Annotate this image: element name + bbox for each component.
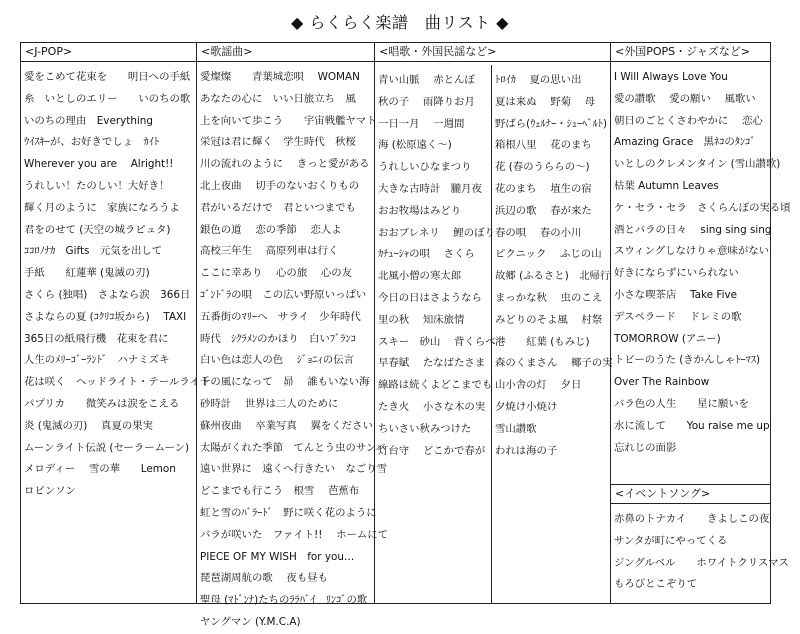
song-entry: われは海の子	[495, 444, 558, 457]
song-entry: ｺﾞﾝﾄﾞﾗの唄 この広い野原いっぱい	[200, 288, 367, 301]
song-entry: 北上夜曲 切手のないおくりもの	[200, 179, 360, 192]
song-entry: 故郷 (ふるさと) 北帰行	[495, 270, 611, 283]
song-entry: ロビンソン	[24, 485, 76, 498]
song-entry: 夕焼け小焼け	[495, 400, 558, 413]
song-entry: あなたの心に いい日旅立ち 風	[200, 92, 356, 105]
song-entry: 好きにならずにいられない	[614, 267, 739, 280]
song-entry: 琵琶湖周航の歌 夜も昼も	[200, 572, 328, 585]
song-entry: 今日の日はさようなら	[378, 291, 482, 304]
song-entry: 酒とバラの日々 sing sing sing	[614, 223, 772, 236]
song-entry: 高校三年生 高原列車は行く	[200, 245, 339, 258]
song-entry: 聖母 (ﾏﾄﾞﾝﾅ)たちのﾗﾗﾊﾞｲ ﾘﾝｺﾞの歌	[200, 594, 368, 607]
song-entry: スキー 砂山 背くらべ	[378, 335, 496, 348]
song-entry: さくら (独唱) さよなら涙 366日	[24, 288, 191, 301]
song-entry: PIECE OF MY WISH for you…	[200, 550, 355, 563]
event-header: <イベントソング>	[611, 485, 770, 504]
song-entry: 早春賦 たなばたさま	[378, 357, 486, 370]
kayokyoku-column	[196, 43, 389, 628]
jpop-header: <J-POP>	[21, 43, 196, 62]
foreign-column	[610, 43, 791, 603]
song-entry: ケ・セラ・セラ さくらんぼの実る頃	[614, 201, 791, 214]
shoka-header: <唱歌・外国民謡など>	[375, 43, 611, 62]
song-entry: ｳｲｽｷｰが、お好きでしょ ｶｲﾄ	[24, 136, 160, 149]
song-entry: いとしのクレメンタイン (雪山讃歌)	[614, 158, 781, 171]
song-entry: 君がいるだけで 君といつまでも	[200, 201, 356, 214]
song-entry: I Will Always Love You	[614, 71, 728, 83]
song-entry: 糸 いとしのエリー いのちの歌	[24, 92, 191, 105]
song-entry: ﾄﾛｲｶ 夏の思い出	[495, 74, 582, 86]
song-entry: 北風小僧の寒太郎	[378, 270, 462, 283]
song-entry: 浜辺の歌 春が来た	[495, 204, 592, 217]
song-entry: 夏は来ぬ 野菊 母	[495, 95, 596, 108]
song-entry: Amazing Grace 黒ﾈｺのﾀﾝｺﾞ	[614, 136, 756, 149]
song-entry: バラが咲いた ファイト!! ホームにて	[200, 528, 389, 541]
song-entry: 里の秋 知床旅情	[378, 313, 465, 326]
song-entry: 枯葉 Autumn Leaves	[614, 179, 719, 192]
shoka-left-list	[375, 65, 496, 462]
song-entry: 五番街のﾏﾘｰへ サライ 少年時代	[200, 310, 361, 323]
song-entry: 山小舎の灯 夕日	[495, 379, 582, 392]
jpop-column	[21, 43, 211, 603]
song-entry: おお牧場はみどり	[378, 204, 462, 217]
song-entry: 一日一月 一週間	[378, 117, 465, 130]
song-entry: 虹と雪のﾊﾞﾗｰﾄﾞ 野に咲く花のように	[200, 506, 377, 519]
song-entry: まっかな秋 虫のこえ	[495, 291, 603, 304]
song-entry: 秋の子 雨降りお月	[378, 95, 475, 108]
song-entry: 小さな喫茶店 Take Five	[614, 288, 738, 301]
foreign-list	[611, 62, 791, 459]
shoka-left-subcolumn	[375, 65, 496, 603]
song-entry: 花のまち 埴生の宿	[495, 182, 592, 195]
song-entry: 青い山脈 赤とんぼ	[378, 74, 475, 86]
shoka-column	[374, 43, 611, 603]
song-entry: 千の風になって 昴 誰もいない海	[200, 376, 370, 389]
song-entry: サンタが町にやってくる	[614, 534, 728, 547]
song-entry: うれしいひなまつり	[378, 161, 472, 174]
song-entry: どこまでも行こう 根雪 芭蕉布	[200, 485, 360, 498]
song-entry: 手紙 紅蓮華 (鬼滅の刃)	[24, 267, 150, 280]
song-entry: バラ色の人生 星に願いを	[614, 397, 750, 410]
song-entry: ムーンライト伝説 (セーラームーン)	[24, 441, 190, 454]
song-entry: 365日の紙飛行機 花束を君に	[24, 332, 169, 345]
song-entry: ジングルベル ホワイトクリスマス	[614, 556, 789, 569]
event-section	[611, 484, 789, 603]
song-entry: パプリカ 微笑みは涙をこえる	[24, 397, 180, 410]
song-entry: 赤鼻のトナカイ きよしこの夜	[614, 513, 770, 525]
song-entry: 銀色の道 恋の季節 恋人よ	[200, 223, 342, 236]
song-entry: 愛をこめて花束を 明日への手紙	[24, 71, 191, 83]
song-entry: ｺｺﾛﾉﾅｶ Gifts 元気を出して	[24, 245, 163, 258]
song-entry: 線路は続くよどこまでも	[378, 379, 493, 392]
song-entry: いのちの理由 Everything	[24, 114, 153, 127]
song-entry: ピクニック ふじの山	[495, 248, 602, 261]
song-entry: メロディー 雪の華 Lemon	[24, 463, 176, 476]
song-entry: TOMORROW (アニー)	[614, 332, 721, 345]
song-entry: 水に流して You raise me up	[614, 419, 770, 432]
page-title: ◆ らくらく楽譜 曲リスト ◆	[291, 13, 509, 32]
song-entry: たき火 小さな木の実	[378, 400, 486, 413]
song-entry: 海 (松原遠く～)	[378, 139, 452, 152]
song-entry: 輝く月のように 家族になろうよ	[24, 201, 180, 214]
song-entry: 港 紅葉 (もみじ)	[495, 335, 590, 348]
song-entry: 太陽がくれた季節 てんとう虫のサンバ	[200, 441, 386, 454]
song-entry: ここに幸あり 心の旅 心の友	[200, 267, 353, 280]
song-entry: 君をのせて (天空の城ラピュタ)	[24, 223, 171, 236]
song-entry: 春の唄 春の小川	[495, 226, 582, 239]
song-list-table	[20, 42, 791, 628]
song-entry: 栄冠は君に輝く 学生時代 秋桜	[200, 136, 356, 149]
kayokyoku-header: <歌謡曲>	[197, 43, 375, 62]
song-entry: みどりのそよ風 村祭	[495, 313, 603, 326]
song-entry: 大きな古時計 朧月夜	[378, 182, 482, 195]
shoka-right-subcolumn	[491, 65, 612, 603]
song-entry: 人生のﾒﾘｰｺﾞｰﾗﾝﾄﾞ ハナミズキ	[24, 354, 170, 367]
song-entry: 忘れじの面影	[614, 441, 677, 454]
song-entry: もろびとこぞりて	[614, 578, 698, 591]
song-entry: Wherever you are Alright!!	[24, 158, 174, 171]
song-entry: 花 (春のうららの～)	[495, 161, 590, 174]
foreign-header: <外国POPS・ジャズなど>	[611, 43, 770, 62]
song-entry: ちいさい秋みつけた	[378, 422, 472, 435]
song-entry: トビーのうた (きかんしゃﾄｰﾏｽ)	[614, 354, 761, 367]
song-entry: 砂時計 世界は二人のために	[200, 397, 339, 410]
song-entry: 時代 ｼｸﾗﾒﾝのかほり 白いﾌﾞﾗﾝｺ	[200, 332, 356, 345]
song-entry: 野ばら(ｳｪﾙﾅｰ・ｼｭｰﾍﾞﾙﾄ)	[495, 117, 608, 130]
song-entry: 白い色は恋人の色 ｼﾞｮﾆｨの伝言	[200, 354, 354, 367]
song-entry: 炎 (鬼滅の刃) 真夏の果実	[24, 419, 154, 432]
song-entry: 灯台守 どこかで春が	[378, 444, 486, 457]
song-entry: ヤングマン (Y.M.C.A)	[200, 615, 301, 628]
kayokyoku-list	[197, 62, 389, 634]
shoka-right-list	[492, 65, 612, 462]
song-entry: 箱根八里 花のまち	[495, 139, 592, 152]
song-entry: 川の流れのように きっと愛がある	[200, 158, 370, 171]
song-entry: 愛の讃歌 愛の願い 風歌い	[614, 92, 756, 105]
song-entry: Over The Rainbow	[614, 376, 710, 389]
song-entry: おおブレネリ 鯉のぼり	[378, 226, 495, 239]
song-entry: うれしい！たのしい！大好き！	[24, 179, 170, 192]
song-entry: さよならの夏 (ｺｸﾘｺ坂から) TAXI	[24, 310, 187, 323]
song-entry: スウィングしなけりゃ意味がない	[614, 245, 770, 258]
song-entry: 朝日のごとくさわやかに 恋心	[614, 114, 763, 127]
song-entry: 遠い世界に 遠くへ行きたい なごり雪	[200, 463, 388, 476]
song-entry: 蘇州夜曲 卒業写真 翼をください	[200, 419, 373, 432]
jpop-list	[21, 62, 211, 503]
song-entry: 森のくまさん 椰子の実	[495, 357, 613, 370]
song-entry: 愛燦燦 青葉城恋唄 WOMAN	[200, 71, 360, 83]
song-entry: デスペラード ドレミの歌	[614, 310, 742, 323]
song-entry: ｶﾁｭｰｼｬの唄 さくら	[378, 248, 475, 261]
event-list	[611, 504, 789, 596]
song-entry: 花は咲く ヘッドライト・テールライト	[24, 376, 211, 389]
song-entry: 雪山讃歌	[495, 422, 537, 435]
song-entry: 上を向いて歩こう 宇宙戦艦ヤマト	[200, 114, 377, 127]
